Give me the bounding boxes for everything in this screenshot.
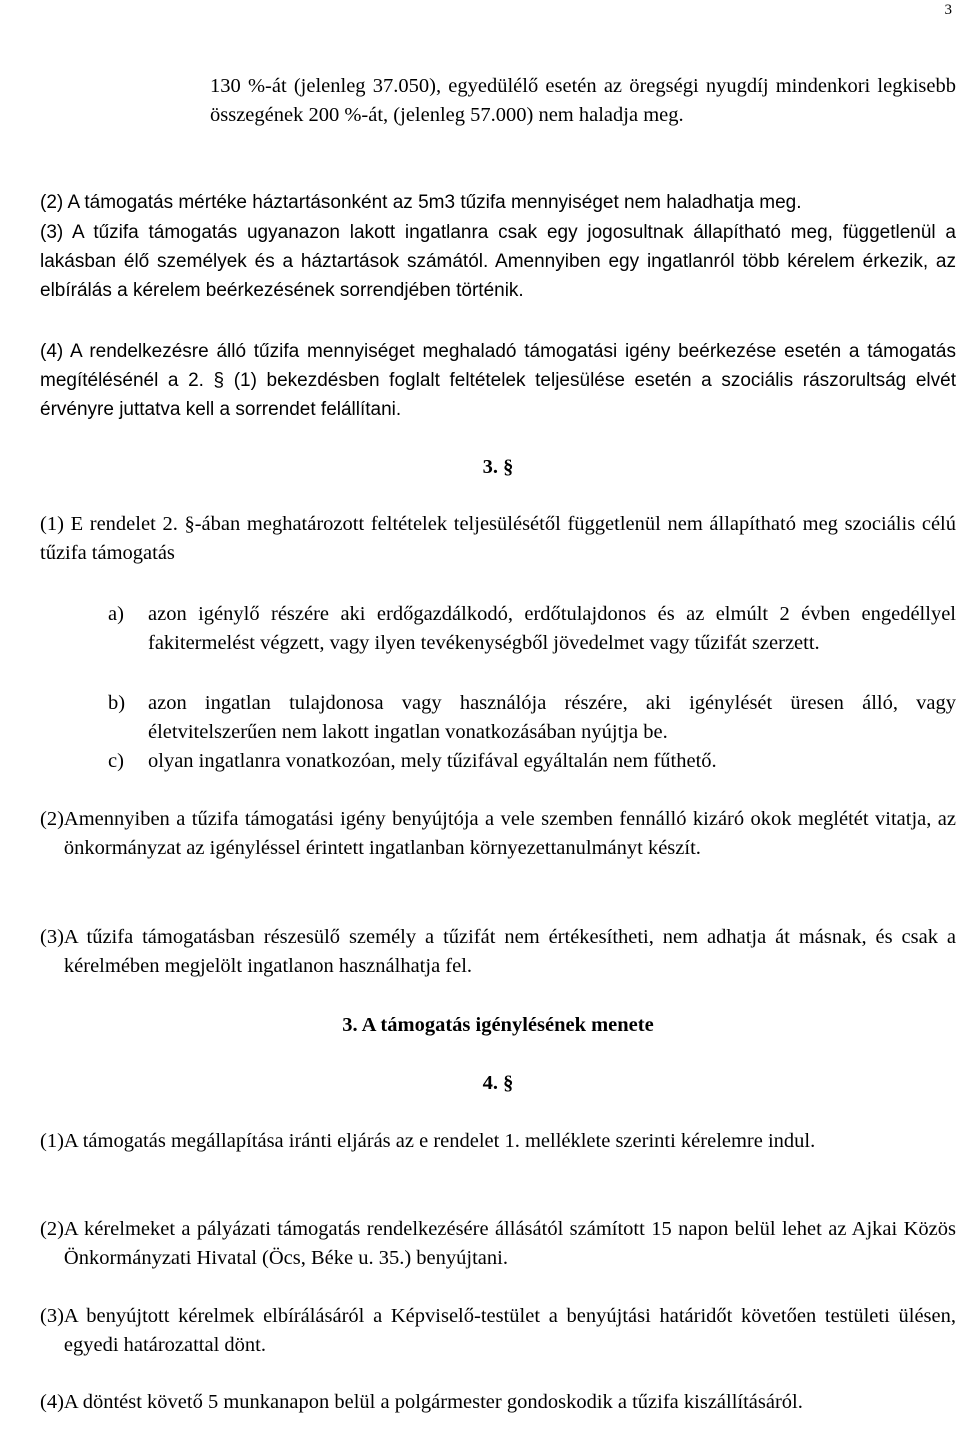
paragraph-number: (3)	[40, 926, 64, 948]
paragraph-number: (1)	[40, 1130, 64, 1152]
paragraph-number: (2)	[40, 808, 64, 830]
paragraph-text: A kérelmeket a pályázati támogatás rendelkezésére állásától számított 15 napon belül lehet az Ajkai Közös Önkormányzati Hivatal (Öcs, Béke u. 35.) benyújtani.	[63, 1218, 956, 1269]
list-item-b	[108, 689, 956, 747]
section-3-paragraph-3	[40, 923, 956, 981]
list-marker: b)	[108, 692, 126, 714]
continued-paragraph: 130 %-át (jelenleg 37.050), egyedülélő esetén az öregségi nyugdíj mindenkori legkisebb összegének 200 %-át, (jelenleg 57.000) nem haladja meg.	[210, 75, 956, 126]
section-4-paragraph-4	[40, 1388, 956, 1417]
list-marker: a)	[108, 603, 124, 625]
paragraph-number: (3)	[40, 1305, 64, 1327]
list-item-text: azon igénylő részére aki erdőgazdálkodó, erdőtulajdonos és az elmúlt 2 évben engedéllyel fakitermelést végzett, vagy ilyen tevékenységből jövedelmet vagy tűzifát szerzett.	[148, 603, 956, 654]
chapter-title: 3. A támogatás igénylésének menete	[342, 1014, 654, 1036]
list-item-c	[108, 747, 956, 776]
paragraph-text: A támogatás megállapítása iránti eljárás az e rendelet 1. melléklete szerinti kérelemre indul.	[63, 1130, 816, 1152]
section-2-paragraph-3: (3) A tűzifa támogatás ugyanazon lakott ingatlanra csak egy jogosultnak állapítható meg, függetlenül a lakásban élő személyek és a háztartások számától. Amennyiben egy ingatlanról több kérelem érkezik, az elbírálás a kérelem beérkezésének sorrendjében történik.	[40, 222, 956, 301]
section-4-heading: 4. §	[482, 1072, 514, 1094]
list-item-a	[108, 600, 956, 658]
list-item-text: azon ingatlan tulajdonosa vagy használója részére, aki igénylését üresen álló, vagy életvitelszerűen nem lakott ingatlan vonatkozásában nyújtja be.	[148, 692, 956, 743]
section-3-paragraph-1: (1) E rendelet 2. §-ában meghatározott feltételek teljesülésétől függetlenül nem állapítható meg szociális célú tűzifa támogatás	[40, 513, 956, 564]
paragraph-number: (4)	[40, 1391, 64, 1413]
section-2-paragraph-2: (2) A támogatás mértéke háztartásonként az 5m3 tűzifa mennyiséget nem haladhatja meg.	[40, 192, 802, 213]
paragraph-number: (2)	[40, 1218, 64, 1240]
list-item-text: olyan ingatlanra vonatkozóan, mely tűzifával egyáltalán nem fűthető.	[148, 750, 717, 772]
page-number: 3	[944, 2, 952, 18]
section-3-heading: 3. §	[482, 456, 514, 478]
section-4-paragraph-1	[40, 1127, 956, 1156]
paragraph-text: A tűzifa támogatásban részesülő személy a tűzifát nem értékesítheti, nem adhatja át másnak, és csak a kérelmében megjelölt ingatlanon használhatja fel.	[63, 926, 956, 977]
list-marker: c)	[108, 750, 124, 772]
paragraph-text: A benyújtott kérelmek elbírálásáról a Képviselő-testület a benyújtási határidőt követően testületi ülésen, egyedi határozattal dönt.	[63, 1305, 956, 1356]
section-3-paragraph-2	[40, 805, 956, 863]
paragraph-text: Amennyiben a tűzifa támogatási igény benyújtója a vele szemben fennálló kizáró okok meglétét vitatja, az önkormányzat az igényléssel érintett ingatlanban környezettanulmányt készít.	[63, 808, 956, 859]
section-2-paragraph-4: (4) A rendelkezésre álló tűzifa mennyiséget meghaladó támogatási igény beérkezése esetén a támogatás megítélésénél a 2. § (1) bekezdésben foglalt feltételek teljesülése esetén a szociális rászorultság elvét érvényre juttatva kell a sorrendet felállítani.	[40, 341, 956, 420]
paragraph-text: A döntést követő 5 munkanapon belül a polgármester gondoskodik a tűzifa kiszállításáról.	[63, 1391, 803, 1413]
section-4-paragraph-2	[40, 1215, 956, 1273]
section-4-paragraph-3	[40, 1302, 956, 1360]
